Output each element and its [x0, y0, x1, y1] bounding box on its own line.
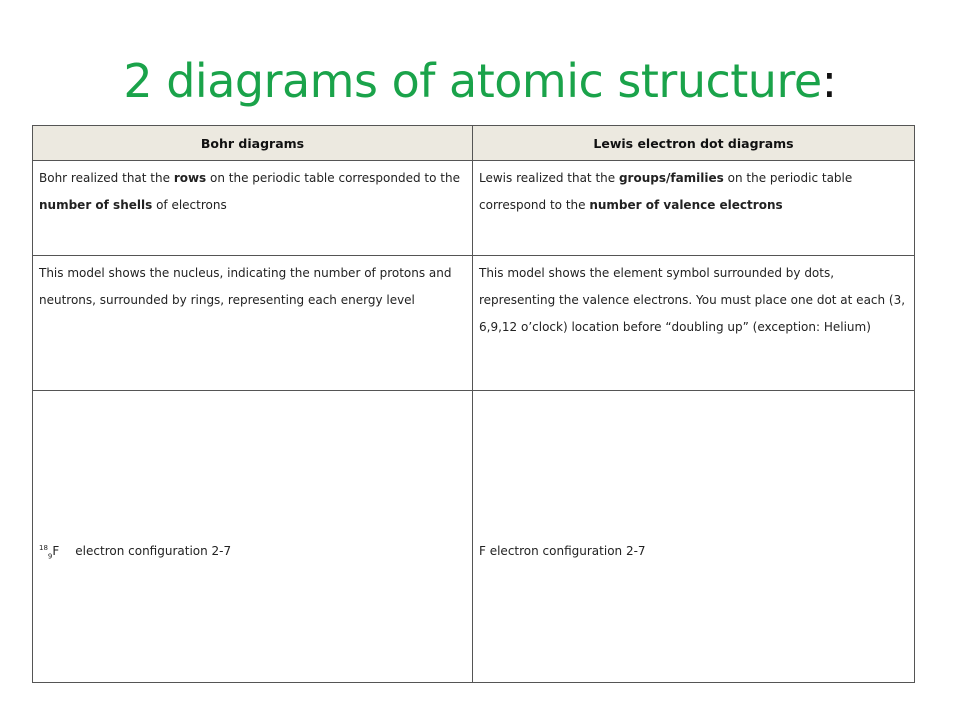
text: of electrons	[152, 198, 227, 212]
bohr-model-cell: This model shows the nucleus, indicating the number of protons and neutrons, surrounded by rings, representing each energy level	[33, 256, 473, 391]
lewis-description-cell	[473, 161, 915, 256]
slide-title-text: 2 diagrams of atomic structure	[123, 54, 822, 108]
table-row	[33, 256, 915, 391]
text: Lewis realized that the	[479, 171, 619, 185]
element-symbol: F	[52, 544, 60, 558]
slide-title	[0, 54, 960, 108]
emphasis: number of shells	[39, 198, 153, 212]
electron-configuration: electron configuration 2-7	[75, 544, 232, 558]
header-lewis: Lewis electron dot diagrams	[473, 126, 915, 161]
header-row	[33, 126, 915, 161]
table-row	[33, 391, 915, 683]
slide-title-colon: :	[821, 54, 837, 108]
mass-number: 18	[39, 544, 48, 552]
emphasis: rows	[173, 171, 207, 185]
text: on the periodic table correspond to the	[479, 171, 853, 212]
bohr-diagram-cell	[33, 391, 473, 683]
emphasis: number of valence electrons	[589, 198, 783, 212]
bohr-description-cell	[33, 161, 473, 256]
atomic-number: 9	[47, 552, 53, 561]
lewis-example-label: F electron configuration 2-7	[479, 544, 646, 558]
text: on the periodic table corresponded to the	[206, 171, 460, 185]
lewis-model-cell: This model shows the element symbol surrounded by dots, representing the valence electrons. You must place one dot at each (3, 6,9,12 o’clock) location before “doubling up” (exception: Helium)	[473, 256, 915, 391]
emphasis: groups/families	[618, 171, 724, 185]
table-row	[33, 161, 915, 256]
header-bohr: Bohr diagrams	[33, 126, 473, 161]
bohr-example-label	[39, 543, 466, 559]
lewis-diagram-cell	[473, 391, 915, 683]
text: Bohr realized that the	[39, 171, 174, 185]
comparison-table	[32, 125, 915, 683]
